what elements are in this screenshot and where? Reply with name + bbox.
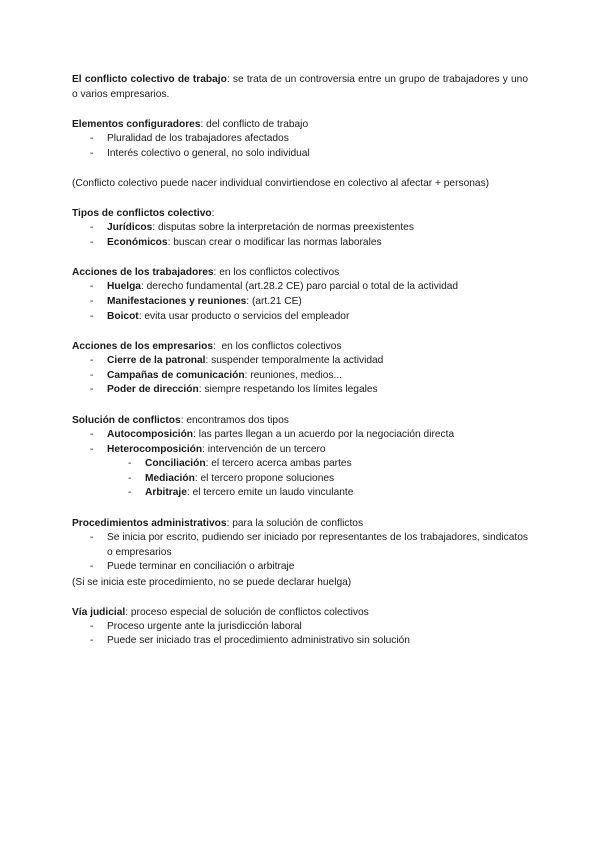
term: Cierre de la patronal xyxy=(107,355,206,367)
list-item xyxy=(72,620,528,635)
list-item xyxy=(72,147,528,162)
acciones-trabajadores-text: : en los conflictos colectivos xyxy=(213,267,340,279)
procedimientos-nota: (Si se inicia este procedimiento, no se puede declarar huelga) xyxy=(72,576,352,588)
list-item xyxy=(72,221,528,236)
term: Arbitraje xyxy=(145,487,187,499)
elementos-heading: Elementos configuradores xyxy=(72,119,201,130)
nota-conflicto: (Conflicto colectivo puede nacer individual convirtiendose en colectivo al afectar + personas) xyxy=(72,178,490,190)
term: Boicot xyxy=(107,310,139,322)
dash: - xyxy=(90,531,94,543)
term-text: : el tercero acerca ambas partes xyxy=(205,458,352,470)
list-item xyxy=(72,634,528,649)
term: Mediación xyxy=(145,472,195,484)
list-item xyxy=(72,295,528,310)
dash: - xyxy=(90,147,94,159)
procedimientos-heading: Procedimientos administrativos xyxy=(72,517,227,529)
tipos-text: : xyxy=(211,208,215,220)
term: Poder de dirección xyxy=(107,384,199,396)
term-text: : suspender temporalmente la actividad xyxy=(205,355,384,367)
dash: - xyxy=(90,133,94,144)
acciones-trabajadores-heading: Acciones de los trabajadores xyxy=(72,267,214,279)
solucion-heading: Solución de conflictos xyxy=(72,414,181,426)
tipos-heading-line xyxy=(72,206,528,221)
list-item-text: Puede ser iniciado tras el procedimiento administrativo sin solución xyxy=(107,635,410,647)
acciones-empresarios-text: : en los conflictos colectivos xyxy=(213,341,342,353)
list-item-text: Interés colectivo o general, no solo individual xyxy=(107,147,310,159)
term: Autocomposición xyxy=(107,428,194,440)
dash: - xyxy=(90,310,94,322)
sub-list-item xyxy=(72,486,528,501)
list-item xyxy=(72,560,528,575)
dash: - xyxy=(90,384,94,396)
solucion-heading-line xyxy=(72,413,528,428)
term-text: : intervención de un tercero xyxy=(202,443,326,455)
via-judicial-heading-line xyxy=(72,605,528,620)
term-text: : (art.21 CE) xyxy=(246,295,302,307)
list-item xyxy=(72,369,528,384)
dash: - xyxy=(128,472,132,484)
term-text: : disputas sobre la interpretación de normas preexistentes xyxy=(152,222,414,234)
acciones-empresarios-heading-line xyxy=(72,339,528,354)
intro-heading: El conflicto colectivo de trabajo xyxy=(72,74,227,85)
dash: - xyxy=(90,281,94,293)
list-item-text: Se inicia por escrito, pudiendo ser iniciado por representantes de los trabajadores, sindicatos o empresarios xyxy=(107,531,528,558)
procedimientos-text: : para la solución de conflictos xyxy=(226,517,364,529)
list-item xyxy=(72,443,528,458)
list-item xyxy=(72,310,528,325)
dash: - xyxy=(90,236,94,248)
sub-list-item xyxy=(72,472,528,487)
acciones-trabajadores-heading-line xyxy=(72,265,528,280)
list-item xyxy=(72,531,528,560)
term-text: : evita usar producto o servicios del empleador xyxy=(138,310,350,322)
elementos-heading-line xyxy=(72,117,528,132)
via-judicial-text: : proceso especial de solución de conflictos colectivos xyxy=(125,606,369,618)
term-text: : las partes llegan a un acuerdo por la negociación directa xyxy=(193,428,455,440)
term: Económicos xyxy=(107,236,168,248)
list-item-text: Pluralidad de los trabajadores afectados xyxy=(107,133,289,144)
intro-text: : se trata de un controversia entre un grupo de trabajadores y uno o varios empresarios. xyxy=(72,74,528,100)
term-text: : el tercero propone soluciones xyxy=(194,472,335,484)
sub-list-item xyxy=(72,457,528,472)
term: Conciliación xyxy=(145,458,206,470)
term: Campañas de comunicación xyxy=(107,369,245,381)
list-item xyxy=(72,354,528,369)
list-item-text: Puede terminar en conciliación o arbitraje xyxy=(107,561,295,573)
dash: - xyxy=(90,620,94,632)
term: Jurídicos xyxy=(107,222,153,234)
term-text: : el tercero emite un laudo vinculante xyxy=(186,487,354,499)
intro-paragraph xyxy=(72,72,528,102)
dash: - xyxy=(128,458,132,470)
term-text: : buscan crear o modificar las normas laborales xyxy=(167,236,382,248)
list-item xyxy=(72,428,528,443)
dash: - xyxy=(90,635,94,647)
solucion-text: : encontramos dos tipos xyxy=(180,414,289,426)
term: Manifestaciones y reuniones xyxy=(107,295,247,307)
term-text: : derecho fundamental (art.28.2 CE) paro parcial o total de la actividad xyxy=(140,281,459,293)
via-judicial-heading: Vía judicial xyxy=(72,606,126,618)
dash: - xyxy=(90,295,94,307)
acciones-empresarios-heading: Acciones de los empresarios xyxy=(72,341,213,353)
dash: - xyxy=(90,428,94,440)
dash: - xyxy=(90,369,94,381)
dash: - xyxy=(90,443,94,455)
term-text: : reuniones, medios... xyxy=(244,369,342,381)
dash: - xyxy=(90,561,94,573)
procedimientos-heading-line xyxy=(72,516,528,531)
elementos-text: : del conflicto de trabajo xyxy=(200,119,309,130)
list-item xyxy=(72,236,528,251)
list-item xyxy=(72,383,528,398)
list-item-text: Proceso urgente ante la jurisdicción laboral xyxy=(107,620,302,632)
dash: - xyxy=(90,222,94,234)
list-item xyxy=(72,280,528,295)
term: Huelga xyxy=(107,281,141,293)
term-text: : siempre respetando los límites legales xyxy=(198,384,378,396)
dash: - xyxy=(128,487,132,499)
tipos-heading: Tipos de conflictos colectivo xyxy=(72,208,212,220)
list-item xyxy=(72,132,528,147)
dash: - xyxy=(90,355,94,367)
term: Heterocomposición xyxy=(107,443,203,455)
